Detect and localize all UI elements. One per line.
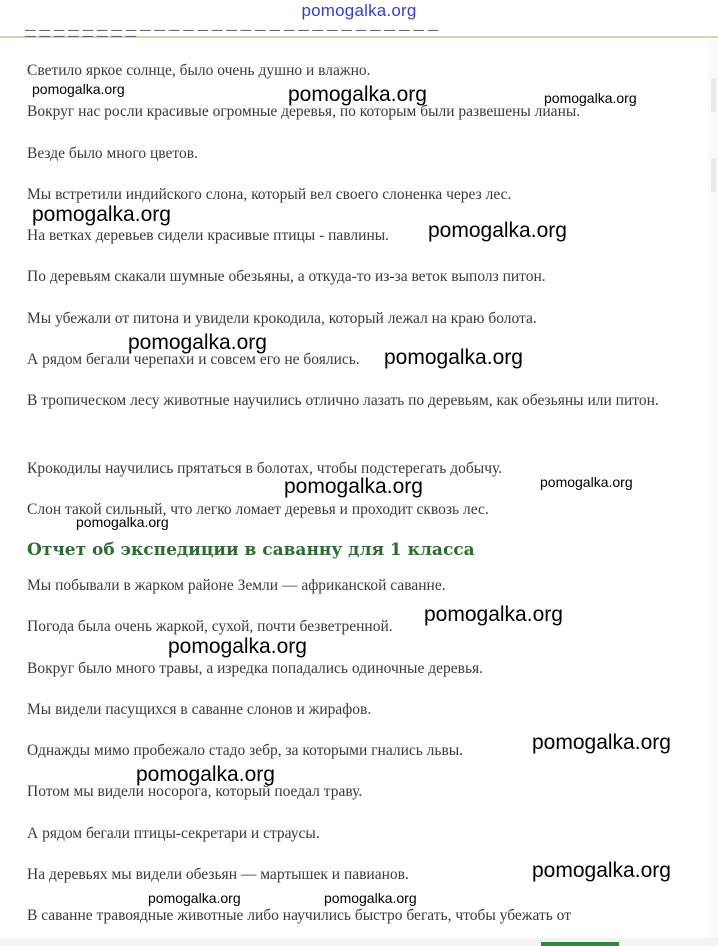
paragraph: Вокруг было много травы, а изредка попадались одиночные деревья. — [27, 660, 484, 677]
paragraph: Слон такой сильный, что легко ломает деревья и проходит сквозь лес. — [27, 501, 489, 518]
paragraph: Мы убежали от питона и увидели крокодила, который лежал на краю болота. — [27, 310, 537, 327]
paragraph: А рядом бегали птицы-секретари и страусы. — [27, 825, 320, 842]
paragraph: Мы встретили индийского слона, который вел своего слоненка через лес. — [27, 186, 512, 203]
paragraph: Мы побывали в жарком районе Земли — африканской саванне. — [27, 577, 446, 594]
cut-off-text-line: ─ ─ ─ ─ ─ ─ ─ ─ ─ ─ ─ ─ ─ ─ ─ ─ ─ ─ ─ ─ ─ ─ ─ ─ ─ ─ ─ ─ ─ ─ ─ ─ ─ ─ ─ ─ ─ — [25, 23, 439, 45]
paragraph: По деревьям скакали шумные обезьяны, а откуда-то из-за веток выполз питон. — [27, 268, 546, 285]
paragraph: Потом мы видели носорога, который поедал траву. — [27, 783, 363, 800]
paragraph: В саванне травоядные животные либо научились быстро бегать, чтобы убежать от — [27, 907, 571, 924]
paragraph: А рядом бегали черепахи и совсем его не боялись. — [27, 351, 360, 368]
watermark: pomogalka.org — [148, 890, 241, 906]
paragraph: Мы видели пасущихся в саванне слонов и жирафов. — [27, 701, 372, 718]
watermark: pomogalka.org — [288, 83, 427, 106]
watermark: pomogalka.org — [136, 763, 275, 786]
paragraph: Однажды мимо пробежало стадо зебр, за которыми гнались львы. — [27, 742, 464, 759]
watermark: pomogalka.org — [532, 731, 671, 754]
watermark: pomogalka.org — [384, 346, 523, 369]
bottom-bar — [0, 938, 718, 946]
paragraph: В тропическом лесу животные научились отлично лазать по деревьям, как обезьяны или питон. — [27, 392, 659, 409]
watermark: pomogalka.org — [544, 90, 637, 106]
paragraph: Вокруг нас росли красивые огромные деревья, по которым были развешены лианы. — [27, 103, 581, 120]
watermark: pomogalka.org — [424, 603, 563, 626]
section-heading: Отчет об экспедиции в саванну для 1 класса — [27, 540, 475, 560]
watermark: pomogalka.org — [128, 331, 267, 354]
paragraph: На ветках деревьев сидели красивые птицы - павлины. — [27, 227, 390, 244]
paragraph: Крокодилы научились прятаться в болотах, чтобы подстерегать добычу. — [27, 460, 503, 477]
watermark: pomogalka.org — [76, 514, 169, 530]
site-logo[interactable]: pomogalka.org — [301, 1, 417, 20]
watermark: pomogalka.org — [324, 890, 417, 906]
watermark: pomogalka.org — [32, 203, 171, 226]
watermark: pomogalka.org — [32, 81, 125, 97]
paragraph: Погода была очень жаркой, сухой, почти безветренной. — [27, 618, 393, 635]
paragraph: Светило яркое солнце, было очень душно и влажно. — [27, 62, 371, 79]
watermark: pomogalka.org — [168, 635, 307, 658]
bottom-green-button[interactable] — [541, 942, 619, 946]
paragraph: На деревьях мы видели обезьян — мартышек и павианов. — [27, 866, 409, 883]
paragraph: Везде было много цветов. — [27, 145, 198, 162]
watermark: pomogalka.org — [428, 219, 567, 242]
watermark: pomogalka.org — [532, 859, 671, 882]
watermark: pomogalka.org — [284, 475, 423, 498]
watermark: pomogalka.org — [540, 474, 633, 490]
